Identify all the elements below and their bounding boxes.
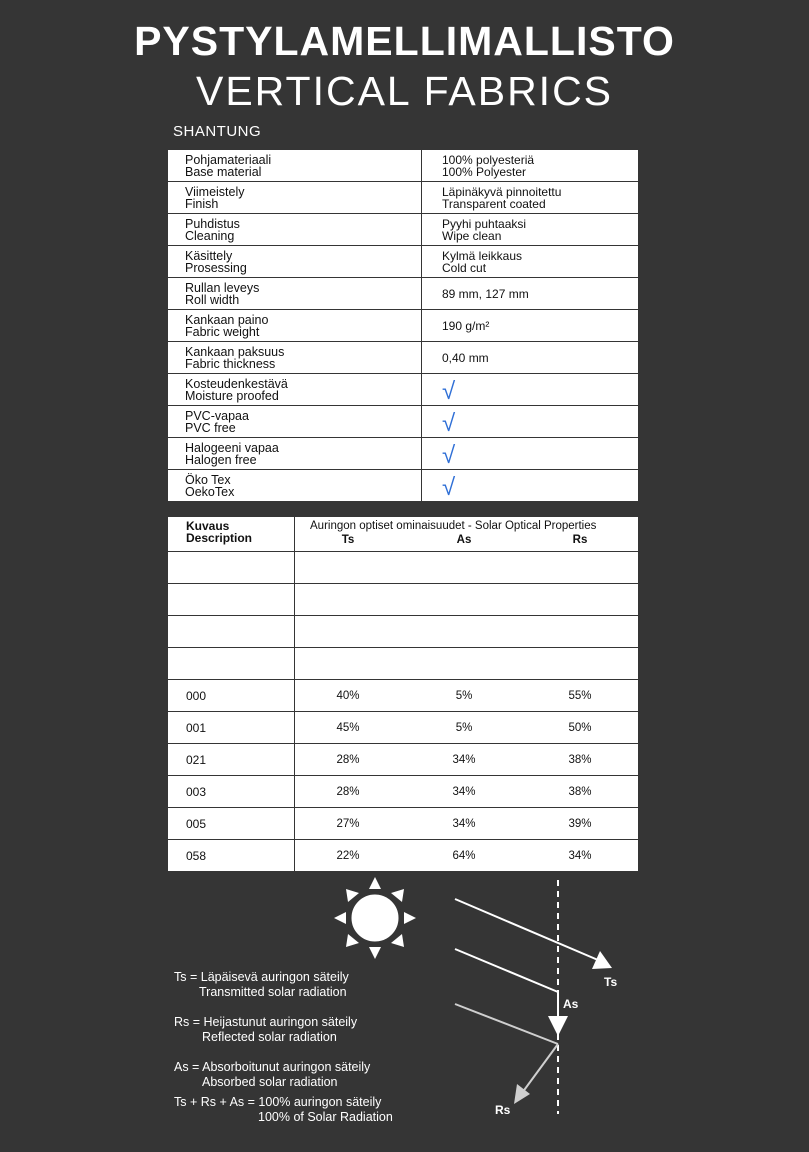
fabric-code: [168, 648, 295, 680]
spec-row: [168, 278, 639, 310]
optical-values: [295, 712, 639, 744]
as-value: 34%: [452, 785, 476, 798]
as-arrow: [455, 949, 568, 1036]
solar-radiation-diagram: [0, 862, 809, 1152]
spec-row: [168, 246, 639, 278]
checkmark-icon: √: [442, 473, 456, 501]
spec-label-fi: Kosteudenkestävä: [185, 376, 288, 391]
ts-value: 27%: [336, 817, 360, 830]
spec-value: [422, 214, 639, 246]
spec-value-en: Wipe clean: [442, 228, 502, 243]
spec-label-fi: Öko Tex: [185, 472, 231, 487]
checkmark-icon: √: [442, 377, 456, 405]
spec-value-text: 89 mm, 127 mm: [442, 286, 529, 301]
solar-properties-title: Auringon optiset ominaisuudet - Solar Optical Properties: [310, 520, 597, 532]
optical-row: [168, 552, 639, 584]
fabric-code: 000: [168, 680, 295, 712]
label-ts: Ts: [604, 975, 618, 989]
spec-label: [168, 342, 422, 374]
spec-row: [168, 470, 639, 502]
spec-label-fi: Viimeistely: [185, 184, 245, 199]
optical-properties-table: [167, 516, 639, 872]
spec-label-fi: Rullan leveys: [185, 280, 260, 295]
spec-value: [422, 278, 639, 310]
col-ts-header: Ts: [341, 534, 355, 546]
legend-as-fi: As = Absorboitunut auringon säteily: [174, 1060, 371, 1074]
spec-label-en: Fabric weight: [185, 324, 260, 339]
optical-row: [168, 744, 639, 776]
section-title: SHANTUNG: [173, 123, 262, 140]
spec-value-en: 100% Polyester: [442, 164, 527, 179]
spec-label: [168, 406, 422, 438]
spec-value-text: 0,40 mm: [442, 350, 489, 365]
spec-label: [168, 150, 422, 182]
spec-label: [168, 438, 422, 470]
checkmark-icon: √: [442, 409, 456, 437]
rs-value: 34%: [568, 849, 592, 862]
description-header-en: Description: [186, 531, 253, 545]
label-as: As: [563, 997, 579, 1011]
spec-label-en: Halogen free: [185, 452, 257, 467]
spec-row: [168, 310, 639, 342]
specs-table: [167, 149, 639, 502]
legend-ts-en: Transmitted solar radiation: [199, 985, 347, 999]
label-rs: Rs: [495, 1103, 511, 1117]
spec-value: [422, 150, 639, 182]
as-value: 5%: [455, 721, 473, 734]
spec-label-fi: PVC-vapaa: [185, 408, 249, 423]
legend-as: [174, 1060, 370, 1090]
as-value: 64%: [452, 849, 476, 862]
fabric-code: [168, 552, 295, 584]
as-value: 34%: [452, 817, 476, 830]
ts-value: 28%: [336, 785, 360, 798]
spec-label-en: OekoTex: [185, 484, 235, 499]
spec-label-en: Prosessing: [185, 260, 247, 275]
spec-label-fi: Puhdistus: [185, 216, 240, 231]
spec-row: [168, 182, 639, 214]
spec-label-en: Base material: [185, 164, 262, 179]
legend-rs-fi: Rs = Heijastunut auringon säteily: [174, 1015, 358, 1029]
spec-value-en: Cold cut: [442, 260, 487, 275]
optical-values: [295, 552, 639, 584]
optical-values: [295, 776, 639, 808]
optical-row: [168, 776, 639, 808]
spec-label-en: PVC free: [185, 420, 236, 435]
legend-ts: [174, 970, 349, 1000]
spec-value: [422, 406, 639, 438]
spec-value-fi: Pyyhi puhtaaksi: [442, 216, 527, 231]
legend-as-en: Absorbed solar radiation: [202, 1075, 338, 1089]
spec-value-fi: 100% polyesteriä: [442, 152, 535, 167]
as-value: 34%: [452, 753, 476, 766]
spec-label: [168, 470, 422, 502]
optical-values: [295, 808, 639, 840]
legend-sum-fi: Ts + Rs + As = 100% auringon säteily: [174, 1095, 382, 1109]
spec-label-en: Moisture proofed: [185, 388, 279, 403]
spec-row: [168, 374, 639, 406]
col-rs-header: Rs: [572, 534, 588, 546]
spec-label-en: Roll width: [185, 292, 240, 307]
spec-row: [168, 150, 639, 182]
spec-value: [422, 470, 639, 502]
optical-row: [168, 616, 639, 648]
col-as-header: As: [456, 534, 472, 546]
spec-value-en: Transparent coated: [442, 196, 546, 211]
spec-label-en: Finish: [185, 196, 219, 211]
rs-value: 39%: [568, 817, 592, 830]
legend-ts-fi: Ts = Läpäisevä auringon säteily: [174, 970, 349, 984]
ts-value: 40%: [336, 689, 360, 702]
description-header-fi: Kuvaus: [186, 519, 230, 533]
rs-value: 50%: [568, 721, 592, 734]
ts-value: 45%: [336, 721, 360, 734]
optical-values: [295, 584, 639, 616]
optical-values: [295, 648, 639, 680]
spec-value: [422, 342, 639, 374]
spec-row: [168, 406, 639, 438]
rs-value: 38%: [568, 785, 592, 798]
spec-label: [168, 246, 422, 278]
spec-label: [168, 278, 422, 310]
legend-rs-en: Reflected solar radiation: [202, 1030, 337, 1044]
title-finnish: PYSTYLAMELLIMALLISTO: [134, 18, 675, 64]
optical-values: [295, 680, 639, 712]
spec-label-fi: Kankaan paksuus: [185, 344, 285, 359]
fabric-code: 021: [168, 744, 295, 776]
spec-value: [422, 310, 639, 342]
fabric-code: 058: [168, 840, 295, 872]
legend-sum: [174, 1095, 393, 1125]
spec-value: [422, 182, 639, 214]
spec-label-fi: Käsittely: [185, 248, 233, 263]
rs-arrow: [455, 1004, 558, 1104]
spec-value-text: 190 g/m²: [442, 318, 490, 333]
solar-properties-header: [295, 517, 639, 552]
rs-value: 38%: [568, 753, 592, 766]
title-english: VERTICAL FABRICS: [195, 68, 614, 114]
fabric-code: 003: [168, 776, 295, 808]
optical-row: [168, 584, 639, 616]
spec-value-fi: Kylmä leikkaus: [442, 248, 523, 263]
spec-label-fi: Halogeeni vapaa: [185, 440, 279, 455]
spec-row: [168, 214, 639, 246]
optical-values: [295, 616, 639, 648]
optical-row: [168, 680, 639, 712]
spec-label: [168, 374, 422, 406]
fabric-code: 005: [168, 808, 295, 840]
sun-icon: [334, 877, 416, 959]
checkmark-icon: √: [442, 441, 456, 469]
ts-value: 28%: [336, 753, 360, 766]
rs-value: 55%: [568, 689, 592, 702]
fabric-code: [168, 616, 295, 648]
legend-rs: [174, 1015, 357, 1045]
optical-header-row: [168, 517, 639, 552]
spec-value: [422, 438, 639, 470]
optical-row: [168, 712, 639, 744]
fabric-code: [168, 584, 295, 616]
spec-value: [422, 246, 639, 278]
spec-label-en: Cleaning: [185, 228, 235, 243]
optical-values: [295, 744, 639, 776]
spec-row: [168, 438, 639, 470]
spec-label-en: Fabric thickness: [185, 356, 276, 371]
spec-label-fi: Kankaan paino: [185, 312, 269, 327]
spec-value: [422, 374, 639, 406]
spec-row: [168, 342, 639, 374]
spec-value-fi: Läpinäkyvä pinnoitettu: [442, 184, 562, 199]
spec-label: [168, 310, 422, 342]
legend-sum-en: 100% of Solar Radiation: [258, 1110, 393, 1124]
spec-label: [168, 214, 422, 246]
optical-row: [168, 808, 639, 840]
ts-value: 22%: [336, 849, 360, 862]
optical-row: [168, 648, 639, 680]
spec-label: [168, 182, 422, 214]
spec-label-fi: Pohjamateriaali: [185, 152, 272, 167]
as-value: 5%: [455, 689, 473, 702]
description-header: [168, 517, 295, 552]
fabric-code: 001: [168, 712, 295, 744]
